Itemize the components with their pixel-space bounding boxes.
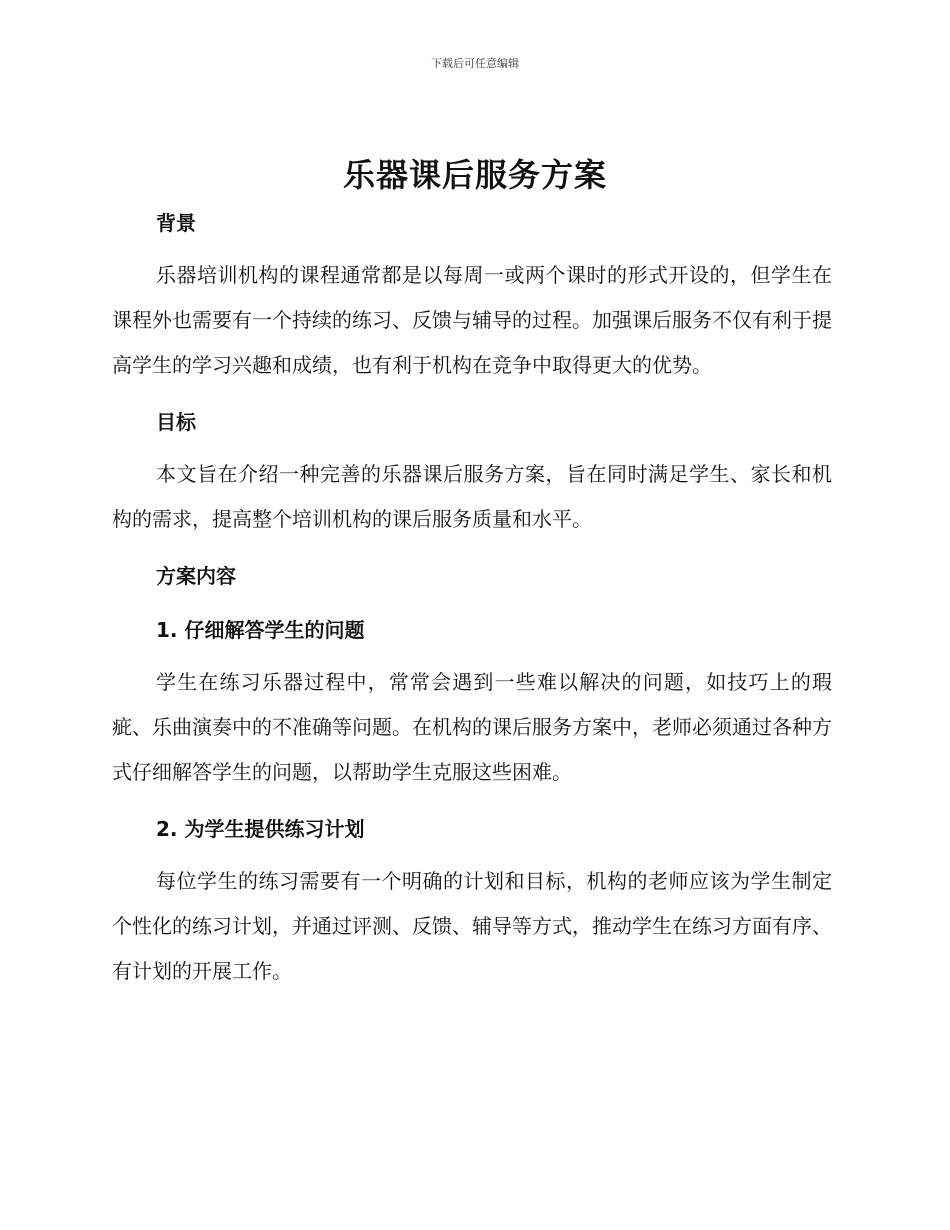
paragraph-goal: 本文旨在介绍一种完善的乐器课后服务方案，旨在同时满足学生、家长和机构的需求，提高整个培训机构的课后服务质量和水平。	[112, 462, 832, 531]
plan-item-heading-1: 1. 仔细解答学生的问题	[156, 618, 365, 642]
plan-item-heading-2: 2. 为学生提供练习计划	[156, 817, 365, 841]
paragraph-background: 乐器培训机构的课程通常都是以每周一或两个课时的形式开设的，但学生在课程外也需要有一个持续的练习、反馈与辅导的过程。加强课后服务不仅有利于提高学生的学习兴趣和成绩，也有利于机构在竞争中取得更大的优势。	[112, 263, 832, 377]
document-body	[112, 203, 832, 994]
plan-item-paragraph-2: 每位学生的练习需要有一个明确的计划和目标，机构的老师应该为学生制定个性化的练习计划，并通过评测、反馈、辅导等方式，推动学生在练习方面有序、有计划的开展工作。	[112, 869, 832, 983]
section-heading-goal: 目标	[156, 410, 196, 434]
section-heading-plan: 方案内容	[156, 564, 236, 588]
document-title: 乐器课后服务方案	[342, 156, 607, 194]
plan-item-paragraph-1: 学生在练习乐器过程中，常常会遇到一些难以解决的问题，如技巧上的瑕疵、乐曲演奏中的不准确等问题。在机构的课后服务方案中，老师必须通过各种方式仔细解答学生的问题，以帮助学生克服这些困难。	[112, 670, 832, 784]
section-heading-background: 背景	[156, 211, 196, 235]
header-note: 下载后可任意编辑	[431, 57, 519, 70]
